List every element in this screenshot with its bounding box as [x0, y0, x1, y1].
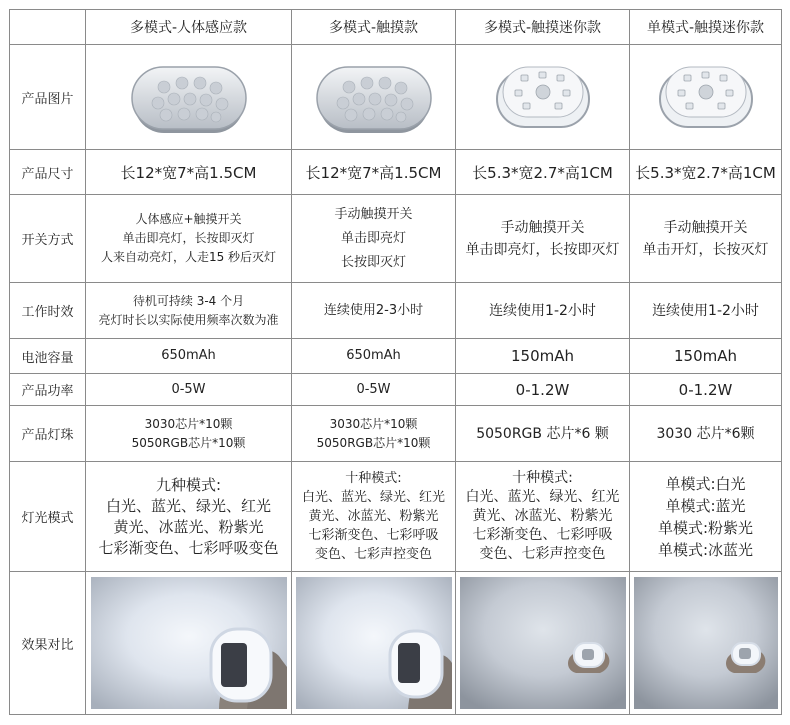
text-line: 长按即灭灯 [340, 254, 406, 270]
switch-value-3 [456, 195, 630, 283]
modes-value-3 [456, 462, 630, 572]
text-line: 白光、蓝光、绿光、红光 [465, 489, 620, 505]
effect-image-2 [292, 572, 456, 715]
modes-value-4 [630, 462, 782, 572]
row-label-effect: 效果对比 [10, 572, 86, 715]
size-value-4: 长5.3*宽2.7*高1CM [630, 150, 782, 195]
beads-value-2 [292, 406, 456, 462]
battery-value-2: 650mAh [292, 339, 456, 374]
text-line: 手动触摸开关 [500, 219, 585, 236]
row-label-size: 产品尺寸 [10, 150, 86, 195]
col-header-2: 多模式-触摸款 [292, 10, 456, 45]
size-value-2: 长12*宽7*高1.5CM [292, 150, 456, 195]
col-header-4: 单模式-触摸迷你款 [630, 10, 782, 45]
text-line: 单模式:白光 [665, 474, 746, 493]
beads-value-3: 5050RGB 芯片*6 颗 [456, 406, 630, 462]
text-line: 单击即亮灯，长按即灭灯 [465, 241, 620, 258]
power-value-3: 0-1.2W [456, 374, 630, 406]
size-value-1: 长12*宽7*高1.5CM [86, 150, 292, 195]
text-line: 单模式:粉紫光 [657, 518, 754, 537]
row-battery [10, 339, 782, 374]
effect-photo-large [91, 577, 287, 709]
text-line: 5050RGB芯片*10颗 [131, 435, 246, 450]
light-large-image [309, 53, 439, 141]
effect-image-4 [630, 572, 782, 715]
product-image-4 [630, 45, 782, 150]
row-size [10, 150, 782, 195]
row-modes [10, 462, 782, 572]
row-label-switch: 开关方式 [10, 195, 86, 283]
duration-value-3: 连续使用1-2小时 [456, 283, 630, 339]
row-image [10, 45, 782, 150]
battery-value-4: 150mAh [630, 339, 782, 374]
light-large-image [124, 53, 254, 141]
power-value-2: 0-5W [292, 374, 456, 406]
row-label-power: 产品功率 [10, 374, 86, 406]
text-line: 变色、七彩声控变色 [479, 546, 606, 562]
size-value-3: 长5.3*宽2.7*高1CM [456, 150, 630, 195]
text-line: 亮灯时长以实际使用频率次数为准 [98, 312, 279, 327]
text-line: 黄光、冰蓝光、粉紫光 [472, 508, 613, 524]
text-line: 单击开灯，长按灭灯 [642, 241, 769, 258]
beads-value-4: 3030 芯片*6颗 [630, 406, 782, 462]
text-line: 待机可持续 3-4 个月 [132, 293, 245, 308]
row-label-modes: 灯光模式 [10, 462, 86, 572]
duration-value-2: 连续使用2-3小时 [292, 283, 456, 339]
text-line: 3030芯片*10颗 [329, 416, 418, 431]
text-line: 3030芯片*10颗 [144, 416, 233, 431]
row-label-beads: 产品灯珠 [10, 406, 86, 462]
product-image-1 [86, 45, 292, 150]
light-mini-image [654, 57, 758, 137]
text-line: 变色、七彩声控变色 [314, 547, 432, 562]
text-line: 黄光、冰蓝光、粉紫光 [308, 509, 439, 524]
text-line: 单模式:蓝光 [665, 496, 746, 515]
effect-image-1 [86, 572, 292, 715]
row-duration [10, 283, 782, 339]
switch-value-1 [86, 195, 292, 283]
col-header-3: 多模式-触摸迷你款 [456, 10, 630, 45]
text-line: 七彩渐变色、七彩呼吸变色 [98, 538, 279, 557]
text-line: 单模式:冰蓝光 [657, 540, 754, 559]
text-line: 七彩渐变色、七彩呼吸 [308, 528, 439, 543]
battery-value-3: 150mAh [456, 339, 630, 374]
row-label-duration: 工作时效 [10, 283, 86, 339]
text-line: 手动触摸开关 [334, 206, 413, 222]
row-label-battery: 电池容量 [10, 339, 86, 374]
comparison-table [9, 9, 782, 715]
modes-value-1 [86, 462, 292, 572]
text-line: 5050RGB芯片*10颗 [316, 435, 431, 450]
text-line: 手动触摸开关 [663, 219, 748, 236]
light-mini-image [491, 57, 595, 137]
battery-value-1: 650mAh [86, 339, 292, 374]
switch-value-4 [630, 195, 782, 283]
text-line: 十种模式: [512, 470, 573, 486]
text-line: 单击即亮灯，长按即灭灯 [122, 231, 255, 245]
modes-value-2 [292, 462, 456, 572]
effect-photo-mini [460, 577, 626, 709]
text-line: 白光、蓝光、绿光、红光 [105, 496, 271, 515]
text-line: 人体感应+触摸开关 [135, 212, 242, 226]
switch-value-2 [292, 195, 456, 283]
text-line: 黄光、冰蓝光、粉紫光 [113, 517, 264, 536]
row-switch [10, 195, 782, 283]
row-label-image: 产品图片 [10, 45, 86, 150]
row-power [10, 374, 782, 406]
text-line: 七彩渐变色、七彩呼吸 [472, 527, 613, 543]
duration-value-1 [86, 283, 292, 339]
duration-value-4: 连续使用1-2小时 [630, 283, 782, 339]
power-value-1: 0-5W [86, 374, 292, 406]
text-line: 九种模式: [155, 475, 222, 494]
effect-photo-large [296, 577, 452, 709]
beads-value-1 [86, 406, 292, 462]
text-line: 人来自动亮灯，人走15 秒后灭灯 [100, 250, 277, 264]
row-effect [10, 572, 782, 715]
effect-photo-mini [634, 577, 778, 709]
text-line: 白光、蓝光、绿光、红光 [301, 490, 445, 505]
corner-cell [10, 10, 86, 45]
product-image-2 [292, 45, 456, 150]
effect-image-3 [456, 572, 630, 715]
text-line: 十种模式: [345, 471, 402, 486]
header-row [10, 10, 782, 45]
row-beads [10, 406, 782, 462]
col-header-1: 多模式-人体感应款 [86, 10, 292, 45]
text-line: 单击即亮灯 [340, 230, 406, 246]
product-image-3 [456, 45, 630, 150]
power-value-4: 0-1.2W [630, 374, 782, 406]
